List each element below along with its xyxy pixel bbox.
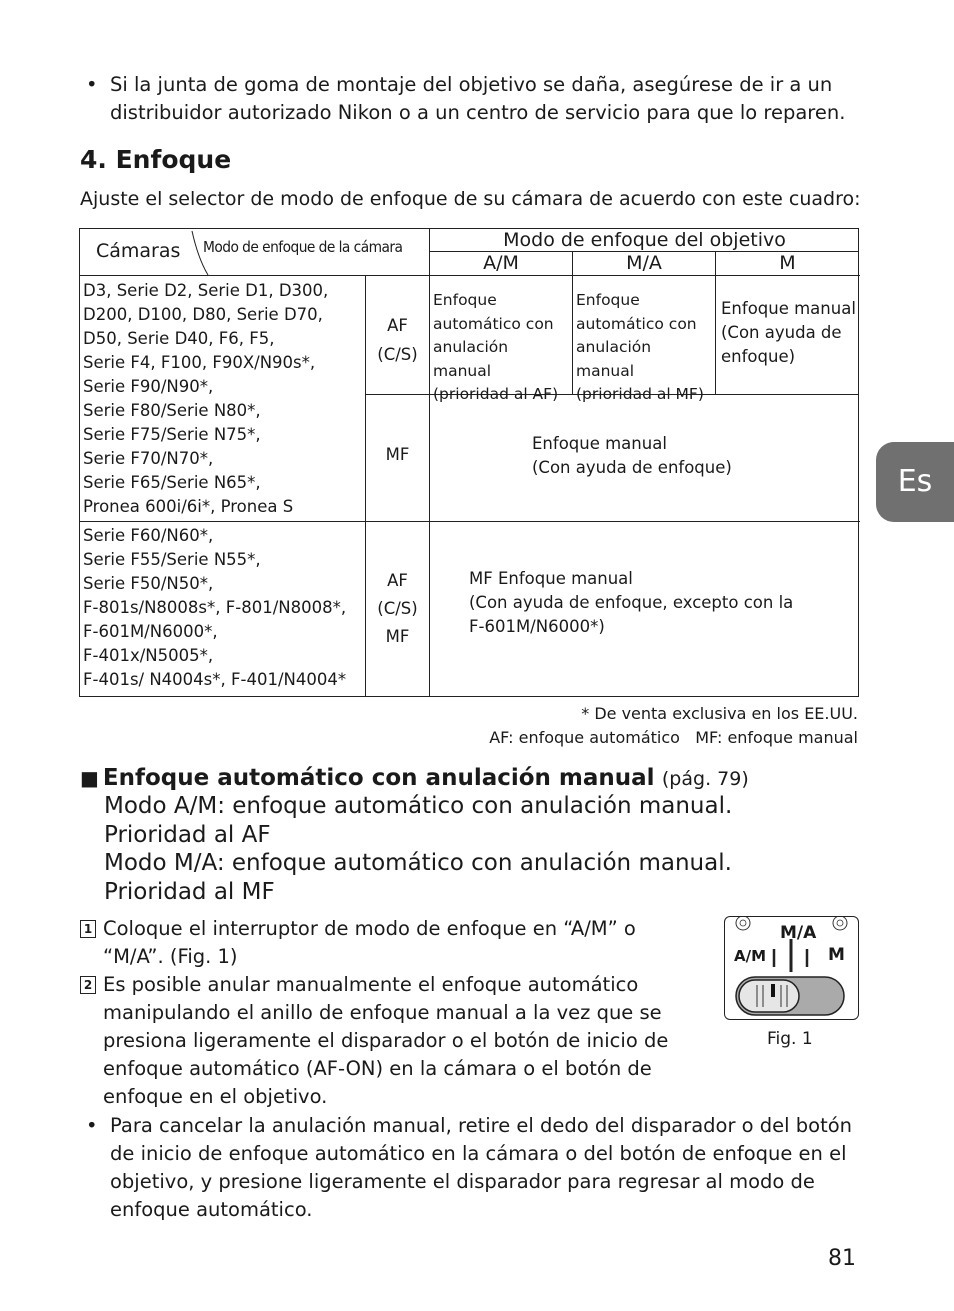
abbreviation-legend: AF: enfoque automático MF: enfoque manual <box>489 728 858 747</box>
intro-bullet <box>86 71 846 127</box>
language-tab: Es <box>876 442 954 522</box>
step-1 <box>80 915 680 971</box>
focus-mode-table <box>79 228 859 697</box>
bullet-dot: • <box>86 73 98 96</box>
bullet-dot: • <box>86 1114 98 1137</box>
section-title: 4. Enfoque <box>80 145 232 174</box>
final-bullet-text: Para cancelar la anulación manual, retire el dedo del disparador o del botón de inicio de enfoque automático en la cámara o del botón de enfoque en el objetivo, y presione ligeramente el disparador para regresar al modo de enfoque automático. <box>110 1114 853 1221</box>
square-marker-icon: ■ <box>80 766 99 790</box>
figure-label-m: M <box>828 945 845 965</box>
final-bullet <box>86 1112 861 1224</box>
step-number-2: 2 <box>80 976 96 994</box>
figure-label-ma: M/A <box>780 923 817 943</box>
group1-af-am-result: Enfoque automático con anulación manual (prioridad al AF) <box>433 291 559 403</box>
group1-mf-mode: MF <box>385 445 410 464</box>
page-number: 81 <box>828 1246 856 1271</box>
group1-af-m-result: Enfoque manual (Con ayuda de enfoque) <box>721 299 856 366</box>
step-2-text: Es posible anular manualmente el enfoque automático manipulando el anillo de enfoque manual a la vez que se presiona ligeramente el disparador o el botón de inicio de enfoque automático (AF-ON) en la cámara o el botón de enfoque en el objetivo. <box>103 973 669 1108</box>
step-1-text: Coloque el interruptor de modo de enfoque en “A/M” o “M/A”. (Fig. 1) <box>103 917 636 968</box>
figure-caption: Fig. 1 <box>767 1029 813 1049</box>
group2-camera-list: Serie F60/N60*, Serie F55/Serie N55*, Serie F50/N50*, F-801s/N8008s*, F-801/N8008*, F-601M/N6000*, F-401x/N5005*, F-401s/ N4004s*, F-401/N4004* <box>83 526 347 689</box>
group1-af-mode: AF (C/S) <box>377 316 418 364</box>
header-camera-focus-mode: Modo de enfoque de la cámara <box>203 238 403 256</box>
intro-text: Ajuste el selector de modo de enfoque de su cámara de acuerdo con este cuadro: <box>80 188 861 210</box>
subsection-title: Enfoque automático con anulación manual <box>102 765 655 791</box>
page-reference: (pág. 79) <box>661 768 749 790</box>
lens-mode-m: M <box>779 252 796 274</box>
group1-camera-list: D3, Serie D2, Serie D1, D300, D200, D100, D80, Serie D70, D50, Serie D40, F6, F5, Serie F4, F100, F90X/N90s*, Serie F90/N90*, Serie F80/Serie N80*, Serie F75/Serie N75*, Serie F70/N70*, Serie F65/Serie N65*, Pronea 600i/6i*, Pronea S <box>83 281 329 516</box>
step-number-1: 1 <box>80 920 96 938</box>
lens-mode-ma: M/A <box>626 252 662 274</box>
group2-result: MF Enfoque manual (Con ayuda de enfoque, excepto con la F-601M/N6000*) <box>469 569 794 636</box>
group2-modes: AF (C/S) MF <box>377 571 418 646</box>
group1-af-ma-result: Enfoque automático con anulación manual (prioridad al MF) <box>576 291 704 403</box>
subsection-lines: Modo A/M: enfoque automático con anulación manual. Prioridad al AF Modo M/A: enfoque automático con anulación manual. Prioridad al MF <box>104 793 733 905</box>
header-lens-focus-mode: Modo de enfoque del objetivo <box>503 229 786 251</box>
lens-mode-am: A/M <box>483 252 519 274</box>
focus-switch-figure <box>724 916 859 1020</box>
header-cameras: Cámaras <box>96 240 181 262</box>
group1-mf-result: Enfoque manual (Con ayuda de enfoque) <box>532 434 732 477</box>
figure-label-am: A/M <box>734 947 767 965</box>
subsection-heading <box>80 764 860 793</box>
intro-bullet-text: Si la junta de goma de montaje del objetivo se daña, asegúrese de ir a un distribuidor autorizado Nikon o a un centro de servicio para que lo reparen. <box>110 73 846 124</box>
footnote: * De venta exclusiva en los EE.UU. <box>581 704 858 723</box>
step-2 <box>80 971 700 1111</box>
